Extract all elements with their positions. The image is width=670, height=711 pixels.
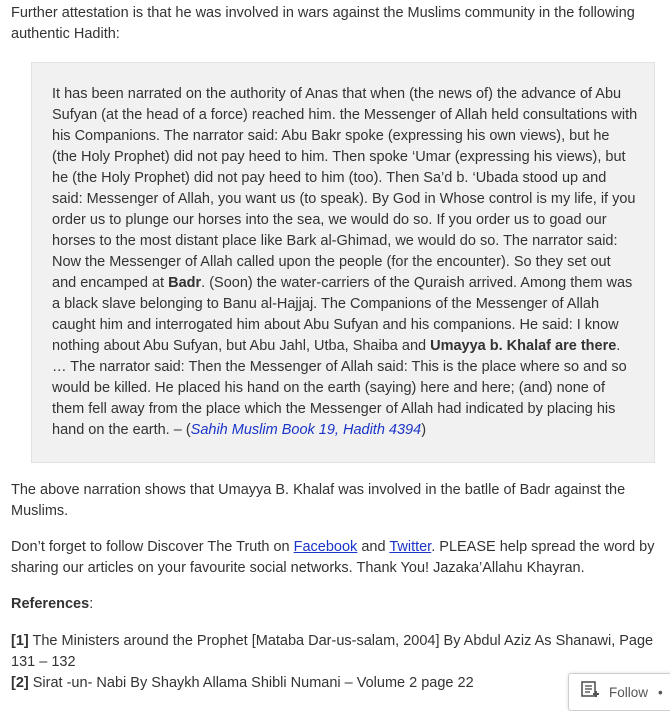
follow-more-dots[interactable]: • xyxy=(658,684,663,700)
quote-bold-badr: Badr xyxy=(168,275,202,291)
reference-item-1 xyxy=(11,631,663,673)
intro-paragraph: Further attestation is that he was involved in wars against the Muslims community in the following authentic Hadith: xyxy=(11,5,635,42)
narration-paragraph: The above narration shows that Umayya B. Khalaf was involved in the batlle of Badr against the Muslims. xyxy=(11,482,626,519)
citation-link[interactable]: Sahih Muslim Book 19, Hadith 4394 xyxy=(190,422,422,438)
quote-text-2: . (Soon) the water-carriers of the Quraish arrived. Among them was a black slave belonging to Banu al-Hajjaj. The Companions of the Messenger of Allah caught him and interrogated him about Abu Sufyan and his companions. He said: I know nothing about Abu Sufyan, but Abu Jahl, Utba, Shaiba and xyxy=(52,275,633,354)
reference-number: [2] xyxy=(11,675,29,691)
follow-suffix: . PLEASE help spread the word by sharing our articles on your favourite social networks. Thank You! Jazaka’Allahu Khayran. xyxy=(11,539,655,576)
reader-plus-icon xyxy=(581,680,609,704)
reference-number: [1] xyxy=(11,633,29,649)
references-colon: : xyxy=(89,596,94,612)
references-heading xyxy=(11,594,663,615)
quote-bold-umayya: Umayya b. Khalaf are there xyxy=(430,338,617,354)
facebook-link[interactable]: Facebook xyxy=(293,539,358,555)
quote-text-1: It has been narrated on the authority of Anas that when (the news of) the advance of Abu Sufyan (at the head of a force) reached him. the Messenger of Allah held consultations with his Companions. The narrator said: Abu Bakr spoke (expressing his own views), but he (the Holy Prophet) did not pay heed to him. Then spoke ‘Umar (expressing his views), but he (the Holy Prophet) did not pay heed to him (too). Then Sa’d b. ‘Ubada stood up and said: Messenger of Allah, you want us (to speak). By God in Whose control is my life, if you order us to plunge our horses into the sea, we would do so. If you order us to goad our horses to the most distant place like Bark al-Ghimad, we would do so. The narrator said: Now the Messenger of Allah called upon the people (for the encounter). So they set out and encamped at xyxy=(52,86,638,291)
follow-button[interactable] xyxy=(568,673,670,711)
follow-paragraph xyxy=(11,537,663,579)
follow-prefix: Don’t forget to follow Discover The Truth on xyxy=(11,539,294,555)
follow-button-label: Follow xyxy=(609,684,649,700)
quote-text-3: . … The narrator said: Then the Messenger of Allah said: This is the place where so and so would be killed. He placed his hand on the earth (saying) here and here; (and) none of them fell away from the place which the Messenger of Allah had indicated by placing his hand on the earth. – ( xyxy=(52,338,627,438)
article-content xyxy=(11,3,663,694)
hadith-blockquote xyxy=(31,62,655,463)
quote-close: ) xyxy=(421,422,427,438)
references-title: References xyxy=(11,596,90,612)
follow-and: and xyxy=(357,539,390,555)
reference-text: The Ministers around the Prophet [Mataba Dar-us-salam, 2004] By Abdul Aziz As Shanawi, Page 131 – 132 xyxy=(11,633,654,670)
reference-text: Sirat -un- Nabi By Shaykh Allama Shibli Numani – Volume 2 page 22 xyxy=(28,675,474,691)
reference-item-2 xyxy=(11,673,663,694)
twitter-link[interactable]: Twitter xyxy=(389,539,432,555)
